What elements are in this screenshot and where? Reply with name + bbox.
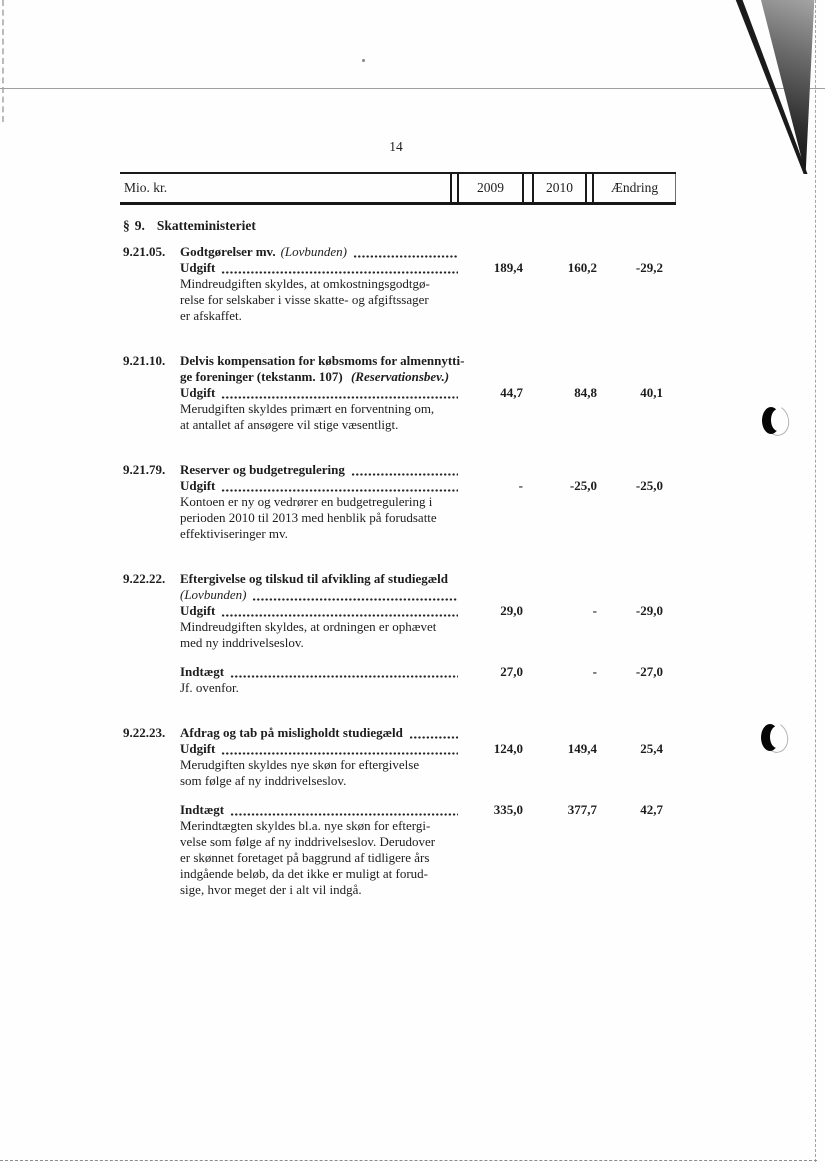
value-aendring: -29,0 — [635, 603, 663, 618]
item-title-bold: Afdrag og tab på misligholdt studiegæld — [180, 725, 403, 740]
note-line: relse for selskaber i visse skatte- og afgiftssager — [180, 292, 429, 307]
row-label: Indtægt — [180, 802, 225, 817]
value-2009: 189,4 — [493, 260, 523, 275]
budget-items — [123, 244, 668, 927]
page-number: 14 — [389, 139, 403, 154]
value-2009: 27,0 — [500, 664, 523, 679]
item-title-line1: Eftergivelse og tilskud til afvikling af studiegæld — [180, 571, 448, 586]
row-label: Indtægt — [180, 664, 225, 679]
table-header — [120, 172, 676, 205]
section-number: 9. — [134, 218, 145, 233]
row-label: Udgift — [180, 741, 216, 756]
dotted-leader — [221, 605, 458, 617]
note-line: Mindreudgiften skyldes, at ordningen er ophævet — [180, 619, 437, 634]
row-label: Udgift — [180, 385, 216, 400]
value-row — [180, 478, 461, 494]
item-code: 9.22.22. — [123, 571, 166, 586]
note-line: Merudgiften skyldes primært en forventning om, — [180, 401, 435, 416]
item-code: 9.22.23. — [123, 725, 166, 740]
item-note — [180, 680, 461, 696]
value-2009: 29,0 — [500, 603, 523, 618]
value-2010: 149,4 — [567, 741, 597, 756]
item-code: 9.21.05. — [123, 244, 166, 259]
item-note — [180, 401, 461, 433]
row-label: Udgift — [180, 478, 216, 493]
value-2010: - — [592, 603, 597, 618]
item-title — [180, 725, 461, 741]
note-line: effektiviseringer mv. — [180, 526, 288, 541]
note-line: indgående beløb, da det ikke er muligt at forud- — [180, 866, 429, 881]
note-line: Merudgiften skyldes nye skøn for eftergivelse — [180, 757, 420, 772]
row-label: Udgift — [180, 603, 216, 618]
dotted-leader — [221, 743, 458, 755]
note-line: med ny inddrivelseslov. — [180, 635, 304, 650]
top-rule-artifact — [0, 88, 825, 89]
value-row — [180, 664, 461, 680]
note-line: er afskaffet. — [180, 308, 242, 323]
header-gap — [524, 174, 532, 202]
value-2010: 84,8 — [574, 385, 597, 400]
item-note — [180, 818, 461, 898]
item-title — [180, 462, 461, 478]
value-aendring: -29,2 — [635, 260, 663, 275]
value-row — [180, 741, 461, 757]
row-label: Udgift — [180, 260, 216, 275]
note-line: Mindreudgiften skyldes, at omkostningsgodtgø- — [180, 276, 430, 291]
bottom-dashed-rule-artifact — [0, 1160, 817, 1161]
scan-speck — [362, 59, 365, 62]
value-aendring: -25,0 — [635, 478, 663, 493]
budget-item — [123, 725, 668, 898]
value-2010: -25,0 — [569, 478, 597, 493]
note-line: er skønnet foretaget på baggrund af tidligere års — [180, 850, 430, 865]
note-line: som følge af ny inddrivelseslov. — [180, 773, 347, 788]
item-note — [180, 276, 461, 324]
dotted-leader — [221, 387, 458, 399]
value-aendring: 25,4 — [640, 741, 663, 756]
note-line: at antallet af ansøgere vil stige væsentligt. — [180, 417, 399, 432]
item-note — [180, 757, 461, 789]
value-2010: 377,7 — [567, 802, 597, 817]
item-title-italic: (Reservationsbev.) — [350, 369, 450, 384]
note-line: perioden 2010 til 2013 med henblik på forudsatte — [180, 510, 437, 525]
right-edge-dashed-line-artifact — [815, 0, 816, 1162]
value-aendring: 40,1 — [640, 385, 663, 400]
left-edge-scan-mark — [2, 0, 4, 122]
item-note — [180, 494, 461, 542]
item-title-italic: (Lovbunden) — [280, 244, 348, 259]
item-note — [180, 619, 461, 651]
item-title-line1: Delvis kompensation for købsmoms for almennytti- — [180, 353, 465, 368]
value-2009: 44,7 — [500, 385, 523, 400]
dotted-leader — [409, 727, 458, 739]
dotted-leader — [252, 589, 458, 601]
paragraph-sign: § — [123, 218, 130, 233]
item-code: 9.21.79. — [123, 462, 166, 477]
value-2009: 335,0 — [493, 802, 523, 817]
item-title-bold: ge foreninger (tekstanm. 107) — [180, 369, 343, 384]
value-2010: - — [592, 664, 597, 679]
value-2009: 124,0 — [493, 741, 523, 756]
value-2010: 160,2 — [567, 260, 597, 275]
dotted-leader — [230, 804, 458, 816]
value-row — [180, 603, 461, 619]
value-row — [180, 260, 461, 276]
budget-item — [123, 244, 668, 324]
section-title — [123, 218, 256, 234]
dotted-leader — [351, 464, 458, 476]
note-line: Kontoen er ny og vedrører en budgetregulering i — [180, 494, 433, 509]
budget-item — [123, 353, 668, 433]
value-2009: - — [518, 478, 523, 493]
table-header-col-aendring: Ændring — [592, 174, 676, 202]
dotted-leader — [353, 246, 458, 258]
table-header-col-2009: 2009 — [457, 174, 524, 202]
punch-hole-mark — [755, 403, 791, 439]
dotted-leader — [221, 480, 458, 492]
note-line: Merindtægten skyldes bl.a. nye skøn for eftergi- — [180, 818, 431, 833]
budget-item — [123, 571, 668, 696]
dotted-leader — [230, 666, 458, 678]
note-line: velse som følge af ny inddrivelseslov. Derudover — [180, 834, 436, 849]
table-header-row-label: Mio. kr. — [120, 174, 452, 202]
budget-item — [123, 462, 668, 542]
item-code: 9.21.10. — [123, 353, 166, 368]
punch-hole-highlight — [771, 409, 785, 431]
item-title-bold: Godtgørelser mv. — [180, 244, 276, 259]
item-title-italic: (Lovbunden) — [180, 587, 247, 602]
punch-hole-highlight — [770, 726, 784, 748]
value-aendring: -27,0 — [635, 664, 663, 679]
section-name: Skatteministeriet — [156, 218, 256, 233]
item-title-line2 — [180, 587, 461, 603]
dotted-leader — [221, 262, 458, 274]
value-row — [180, 385, 461, 401]
value-aendring: 42,7 — [640, 802, 663, 817]
value-row — [180, 802, 461, 818]
note-line: sige, hvor meget der i alt vil indgå. — [180, 882, 362, 897]
item-title-bold: Reserver og budgetregulering — [180, 462, 345, 477]
item-title — [180, 244, 461, 260]
table-header-col-2010: 2010 — [532, 174, 587, 202]
item-title-line2 — [180, 369, 461, 385]
punch-hole-mark — [754, 720, 790, 756]
note-line: Jf. ovenfor. — [180, 680, 239, 695]
